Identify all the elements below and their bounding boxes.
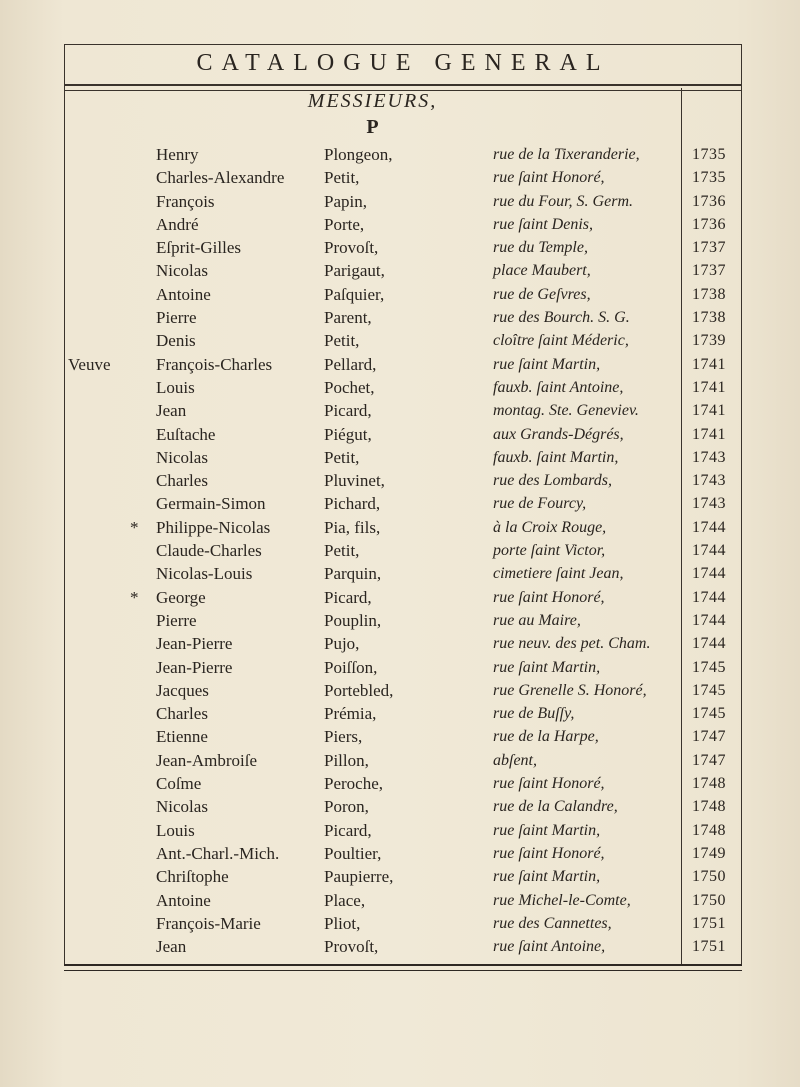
entry-first-name: Jean [156, 401, 187, 421]
table-row [64, 935, 744, 958]
entry-year: 1736 [692, 215, 726, 233]
entry-first-name: Jacques [156, 680, 209, 700]
entry-surname: Poiſſon, [324, 657, 378, 677]
entry-address: cimetiere ſaint Jean, [493, 565, 624, 583]
table-row [64, 353, 744, 376]
entry-surname: Pia, fils, [324, 517, 381, 537]
entry-address: rue de Geſvres, [493, 285, 591, 303]
entry-surname: Piégut, [324, 424, 372, 444]
entry-year: 1741 [692, 425, 726, 443]
table-row [64, 656, 744, 679]
entry-surname: Parigaut, [324, 261, 385, 281]
table-row [64, 539, 744, 562]
catalogue-list [64, 143, 744, 958]
entry-address: aux Grands-Dégrés, [493, 425, 624, 443]
table-row [64, 749, 744, 772]
entry-surname: Provoſt, [324, 937, 379, 957]
entry-surname: Peroche, [324, 774, 384, 794]
entry-first-name: Etienne [156, 727, 208, 747]
entry-first-name: Charles-Alexandre [156, 168, 285, 188]
entry-address: rue ſaint Denis, [493, 215, 593, 233]
entry-address: rue ſaint Honoré, [493, 775, 605, 793]
entry-surname: Picard, [324, 401, 372, 421]
entry-first-name: Ant.-Charl.-Mich. [156, 843, 280, 863]
entry-first-name: André [156, 214, 199, 234]
entry-first-name: Nicolas-Louis [156, 564, 253, 584]
entry-address: fauxb. ſaint Antoine, [493, 378, 624, 396]
entry-year: 1749 [692, 844, 726, 862]
entry-year: 1743 [692, 472, 726, 490]
entry-surname: Petit, [324, 168, 360, 188]
entry-address: montag. Ste. Geneviev. [493, 402, 639, 420]
entry-year: 1738 [692, 285, 726, 303]
entry-surname: Pouplin, [324, 610, 382, 630]
entry-year: 1737 [692, 239, 726, 257]
entry-address: abſent, [493, 751, 537, 769]
entry-mark: * [130, 587, 139, 607]
entry-address: rue des Cannettes, [493, 914, 612, 932]
entry-surname: Picard, [324, 587, 372, 607]
table-row [64, 446, 744, 469]
entry-first-name: George [156, 587, 206, 607]
table-row [64, 213, 744, 236]
entry-first-name: François [156, 191, 215, 211]
entry-surname: Pujo, [324, 634, 360, 654]
entry-year: 1741 [692, 378, 726, 396]
entry-year: 1744 [692, 565, 726, 583]
table-row [64, 283, 744, 306]
table-row [64, 190, 744, 213]
entry-year: 1744 [692, 542, 726, 560]
entry-address: rue du Four, S. Germ. [493, 192, 633, 210]
entry-surname: Petit, [324, 541, 360, 561]
table-row [64, 259, 744, 282]
table-row [64, 632, 744, 655]
entry-year: 1748 [692, 821, 726, 839]
entry-address: rue de la Calandre, [493, 798, 618, 816]
table-row [64, 423, 744, 446]
entry-address: rue au Maire, [493, 611, 581, 629]
entry-first-name: Coſme [156, 774, 202, 794]
entry-year: 1743 [692, 448, 726, 466]
entry-first-name: Germain-Simon [156, 494, 266, 514]
entry-first-name: François-Marie [156, 913, 261, 933]
entry-surname: Portebled, [324, 680, 394, 700]
entry-first-name: Antoine [156, 890, 211, 910]
table-row [64, 166, 744, 189]
entry-address: rue ſaint Martin, [493, 868, 601, 886]
entry-year: 1744 [692, 611, 726, 629]
entry-year: 1748 [692, 798, 726, 816]
entry-surname: Pliot, [324, 913, 361, 933]
entry-surname: Pluvinet, [324, 471, 385, 491]
entry-year: 1745 [692, 658, 726, 676]
table-row [64, 725, 744, 748]
entry-surname: Paſquier, [324, 284, 385, 304]
table-row [64, 516, 744, 539]
entry-surname: Parquin, [324, 564, 382, 584]
entry-first-name: Charles [156, 471, 208, 491]
entry-first-name: Pierre [156, 610, 197, 630]
entry-first-name: Jean-Ambroiſe [156, 750, 258, 770]
entry-year: 1735 [692, 146, 726, 163]
entry-year: 1751 [692, 938, 726, 956]
entry-surname: Papin, [324, 191, 367, 211]
table-row [64, 399, 744, 422]
entry-surname: Porte, [324, 214, 365, 234]
entry-surname: Pochet, [324, 377, 375, 397]
entry-address: rue de la Tixeranderie, [493, 146, 640, 163]
entry-surname: Pellard, [324, 354, 377, 374]
entry-year: 1741 [692, 355, 726, 373]
entry-address: rue ſaint Honoré, [493, 588, 605, 606]
table-row [64, 586, 744, 609]
page-title: CATALOGUE GENERAL [196, 50, 610, 76]
table-row [64, 329, 744, 352]
entry-address: porte ſaint Victor, [493, 542, 606, 560]
table-row [64, 492, 744, 515]
entry-mark: * [130, 517, 139, 537]
entry-year: 1751 [692, 914, 726, 932]
table-row [64, 562, 744, 585]
entry-first-name: Jean-Pierre [156, 657, 233, 677]
entry-address: rue de la Harpe, [493, 728, 599, 746]
entry-first-name: Henry [156, 145, 199, 164]
entry-first-name: Jean [156, 937, 187, 957]
entry-year: 1745 [692, 705, 726, 723]
entry-first-name: Pierre [156, 308, 197, 328]
entry-surname: Place, [324, 890, 366, 910]
entry-surname: Prémia, [324, 704, 377, 724]
entry-address: rue ſaint Honoré, [493, 844, 605, 862]
entry-surname: Paupierre, [324, 867, 394, 887]
entry-year: 1744 [692, 635, 726, 653]
table-row [64, 609, 744, 632]
entry-first-name: Eſprit-Gilles [156, 238, 241, 258]
section-letter: P [366, 116, 379, 138]
entry-surname: Petit, [324, 331, 360, 351]
entry-first-name: Chriſtophe [156, 867, 229, 887]
entry-year: 1744 [692, 518, 726, 536]
entry-address: place Maubert, [493, 262, 591, 280]
entry-first-name: Euſtache [156, 424, 216, 444]
entry-surname: Picard, [324, 820, 372, 840]
entry-first-name: François-Charles [156, 354, 273, 374]
entry-address: rue Michel-le-Comte, [493, 891, 631, 909]
table-row [64, 306, 744, 329]
entry-address: fauxb. ſaint Martin, [493, 448, 619, 466]
entry-year: 1743 [692, 495, 726, 513]
entry-year: 1747 [692, 751, 726, 769]
table-row [64, 865, 744, 888]
entry-year: 1747 [692, 728, 726, 746]
entry-surname: Pichard, [324, 494, 381, 514]
entry-first-name: Nicolas [156, 797, 208, 817]
entry-surname: Parent, [324, 308, 372, 328]
top-rule [64, 44, 742, 45]
entry-address: rue Grenelle S. Honoré, [493, 681, 647, 699]
entry-address: rue de Buſſy, [493, 705, 575, 723]
table-row [64, 772, 744, 795]
entry-first-name: Jean-Pierre [156, 634, 233, 654]
entry-surname: Plongeon, [324, 145, 393, 164]
entry-first-name: Denis [156, 331, 196, 351]
table-row [64, 469, 744, 492]
entry-year: 1736 [692, 192, 726, 210]
table-row [64, 702, 744, 725]
entry-first-name: Antoine [156, 284, 211, 304]
entry-address: rue de Fourcy, [493, 495, 587, 513]
table-row [64, 842, 744, 865]
entry-first-name: Philippe-Nicolas [156, 517, 271, 537]
entry-address: rue du Temple, [493, 239, 588, 257]
entry-surname: Poultier, [324, 843, 382, 863]
entry-address: rue ſaint Martin, [493, 821, 601, 839]
entry-address: rue neuv. des pet. Cham. [493, 635, 651, 653]
entry-surname: Provoſt, [324, 238, 379, 258]
table-row [64, 143, 744, 166]
entry-year: 1748 [692, 775, 726, 793]
table-row [64, 795, 744, 818]
entry-first-name: Charles [156, 704, 208, 724]
entry-surname: Poron, [324, 797, 369, 817]
table-row [64, 679, 744, 702]
entry-year: 1745 [692, 681, 726, 699]
entry-address: rue des Lombards, [493, 472, 612, 490]
bottom-double-rule [64, 964, 742, 971]
entry-address: cloître ſaint Méderic, [493, 332, 629, 350]
entry-year: 1735 [692, 169, 726, 187]
entry-surname: Petit, [324, 447, 360, 467]
entry-first-name: Claude-Charles [156, 541, 262, 561]
table-row [64, 376, 744, 399]
entry-surname: Piers, [324, 727, 363, 747]
entry-year: 1737 [692, 262, 726, 280]
entry-year: 1750 [692, 891, 726, 909]
section-subtitle: MESSIEURS, [307, 90, 438, 112]
table-row [64, 912, 744, 935]
entry-surname: Pillon, [324, 750, 369, 770]
entry-year: 1738 [692, 309, 726, 327]
table-row [64, 819, 744, 842]
entry-address: rue ſaint Martin, [493, 658, 601, 676]
table-row [64, 236, 744, 259]
entry-first-name: Nicolas [156, 447, 208, 467]
entry-address: à la Croix Rouge, [493, 518, 607, 536]
entry-address: rue des Bourch. S. G. [493, 309, 630, 327]
entry-year: 1750 [692, 868, 726, 886]
entry-address: rue ſaint Honoré, [493, 169, 605, 187]
entry-year: 1744 [692, 588, 726, 606]
entry-year: 1741 [692, 402, 726, 420]
entry-address: rue ſaint Antoine, [493, 938, 606, 956]
entry-address: rue ſaint Martin, [493, 355, 601, 373]
entry-year: 1739 [692, 332, 726, 350]
entry-first-name: Louis [156, 377, 195, 397]
entry-first-name: Louis [156, 820, 195, 840]
table-row [64, 889, 744, 912]
entry-title: Veuve [68, 354, 111, 374]
entry-first-name: Nicolas [156, 261, 208, 281]
